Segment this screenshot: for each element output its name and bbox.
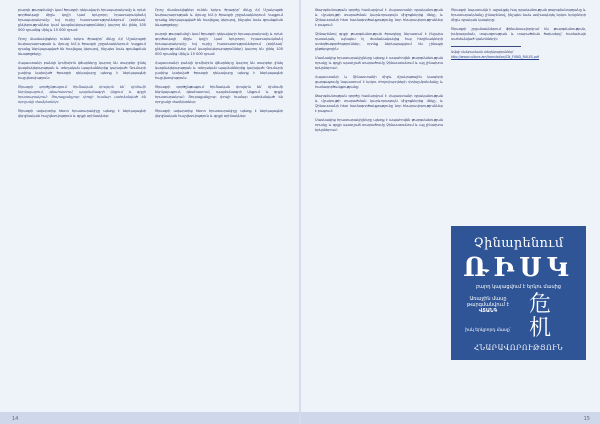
left-page [0, 0, 299, 424]
paragraph: Հայաստանի բանկի կոմիսիոն վճարները կարող են տարբեր լինել կազմակերպության և տեղական պայմաններից կախված: Գումարի չափից կախված ծրագրի ղեկավարը պետք է ներկայացնի հաշվետվություն: [18, 61, 146, 80]
paragraph: Թարգմանության գործը համարվում է Հայաստանի գրականության և մշակույթի տարածման կարևորագույն միջոցներից մեկը, և Չինաստանի հետ համագործակցությունը նոր հնարավորություններ է բացում: [315, 94, 443, 113]
promo-footer: ՀՆԱՐԱՎՈՐՈՒԹՅՈՒՆ [473, 344, 564, 352]
paragraph: Որոշ մասնակիցներ ունեն երկու ծրագիր՝ մեկը ՀՀ Մշակույթի նախարարության և մյուսը ԵՄ-ի ծրագրի շրջանակներում: Կայքում դրանք ներկայացված են հավելյալ կերպով, ինչպես նաև գրանցման ձևաթղթերը: [155, 8, 283, 27]
footnote-link[interactable]: http://www.culture.am/translation/CN_FUND_RULES.pdf [451, 54, 540, 59]
paragraph: Թարգմանության գործը համարվում է Հայաստանի գրականության և մշակույթի տարածման կարևորագույն միջոցներից մեկը, և Չինաստանի հետ համագործակցությունը նոր հնարավորություններ է բացում: [315, 8, 443, 27]
paragraph: բարդի թարգմանչի կամ ծրագրի ղեկավարի հրապարակումը և որևէ գործակալի միջև կոլ(ի կամ երկրորդ հրատարակման) հրապարակումը: Եվ ուրիշ հաստատություններում (օրինակ՝ ընկերություններ կամ կազմակերպություններ) կարող են լինել 100 000 դրամից մինչև 15 000 դրամ: [155, 32, 283, 56]
paragraph: Ծրագրի շրջանակներում ֆինանսավորվում են թարգմանության, խմբագրման, տպագրության և տարածման ծախսերը՝ համաձայն սահմանված կանոնների: [451, 27, 586, 41]
right-page [301, 0, 600, 424]
page-number: 15 [583, 416, 590, 422]
left-page-column-2 [155, 8, 283, 123]
right-page-column-2 [451, 8, 586, 59]
paragraph: Չինարենով գրքի թարգմանության ծրագիրը ներառում է ինչպես դասական, այնպես էլ ժամանակակից հայ հեղինակների ստեղծագործություններ, որոնք ներկայացվում են չինացի ընթերցողին: [315, 32, 443, 51]
paragraph: Ծրագրի գործընթացում հիմնական փուլերն են՝ դիմումի ներկայացում, գնահատում, պայմանագրի կնքում և գրքի հրատարակում: Յուրաքանչյուր փուլի համար սահմանված են որոշակի ժամկետներ: [18, 85, 146, 104]
left-page-column-1 [18, 8, 146, 123]
footnote [451, 50, 586, 59]
footer-bar [0, 412, 299, 424]
footer-bar [301, 412, 600, 424]
page-number: 14 [12, 416, 19, 422]
paragraph: Ծրագրի նպատակն է աջակցել հայ գրականության թարգմանությանը և հրատարակմանը չինարենով, ինչպես նաև ամրապնդել երկու երկրների միջև գրական կապերը: [451, 8, 586, 22]
paragraph: Մասնակից հրատարակիչները պետք է ապահովեն թարգմանության որակը և գրքի պատշաճ տարածումը Չինաստանում և այլ չինախոս երկրներում: [315, 56, 443, 70]
footnote-rule [451, 46, 521, 47]
chinese-glyph-danger: 危 [529, 292, 552, 317]
paragraph: Ծրագրի գործընթացում հիմնական փուլերն են՝ դիմումի ներկայացում, գնահատում, պայմանագրի կնքում և գրքի հրատարակում: Յուրաքանչյուր փուլի համար սահմանված են որոշակի ժամկետներ: [155, 85, 283, 104]
right-page-column-1 [315, 8, 443, 137]
promo-box [451, 226, 586, 360]
promo-first-part [457, 296, 519, 315]
promo-subtitle: բարդ կայացվում է երկու մասից [476, 284, 561, 290]
promo-headline: ՌԻՍԿ [463, 253, 574, 283]
promo-danger-word: ՎՏԱՆԳ [478, 308, 498, 315]
paragraph: Հայաստանի բանկի կոմիսիոն վճարները կարող են տարբեր լինել կազմակերպության և տեղական պայմաններից կախված: Գումարի չափից կախված ծրագրի ղեկավարը պետք է ներկայացնի հաշվետվություն: [155, 61, 283, 80]
paragraph: Ծրագրի ավարտից հետո հրատարակիչը պետք է ներկայացնի վերջնական հաշվետվություն և գրքի օրինակներ: [155, 109, 283, 118]
paragraph: Հայաստանի և Չինաստանի միջև մշակութային կապերի զարգացումը նպաստում է երկու ժողովուրդների փոխըմբռնմանը և համագործակցությանը: [315, 75, 443, 89]
chinese-glyph-opportunity: 机 [529, 316, 552, 341]
paragraph: Ծրագրի ավարտից հետո հրատարակիչը պետք է ներկայացնի վերջնական հաշվետվություն և գրքի օրինակներ: [18, 109, 146, 118]
paragraph: բարդի թարգմանչի կամ ծրագրի ղեկավարի հրապարակումը և որևէ գործակալի միջև կոլ(ի կամ երկրորդ հրատարակման) հրապարակումը: Եվ ուրիշ հաստատություններում (օրինակ՝ ընկերություններ կամ կազմակերպություններ) կարող են լինել 100 000 դրամից մինչև 15 000 դրամ: [18, 8, 146, 32]
promo-second-part: իսկ երկրորդ մասը՝ [465, 328, 511, 333]
promo-mid-line: թարգմանվում է [466, 302, 510, 309]
paragraph: Մասնակից հրատարակիչները պետք է ապահովեն թարգմանության որակը և գրքի պատշաճ տարածումը Չինաստանում և այլ չինախոս երկրներում: [315, 118, 443, 132]
paragraph: Որոշ մասնակիցներ ունեն երկու ծրագիր՝ մեկը ՀՀ Մշակույթի նախարարության և մյուսը ԵՄ-ի ծրագրի շրջանակներում: Կայքում դրանք ներկայացված են հավելյալ կերպով, ինչպես նաև գրանցման ձևաթղթերը: [18, 37, 146, 56]
promo-middle [451, 294, 586, 344]
promo-mid-line: Առաջին մասը [469, 296, 507, 302]
footnote-text: Ավելի մանրամասն տեղեկություններ՝ [451, 50, 514, 54]
promo-title: Չինարենում [473, 236, 564, 251]
